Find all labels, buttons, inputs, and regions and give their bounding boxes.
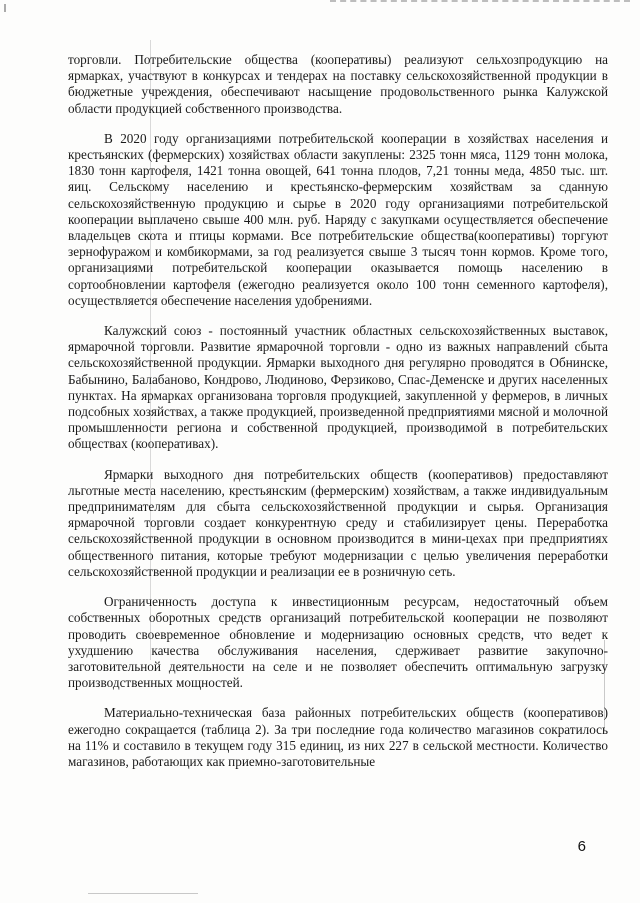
scan-mark [4, 4, 6, 12]
top-dashed-border [330, 0, 630, 2]
paragraph-6: Материально-техническая база районных потребительских обществ (кооперативов) ежегодно сокращается (таблица 2). За три последние года количество магазинов сократилось на 11% и составило в текущем году 315 единиц, из них 227 в сельской местности. Количество магазинов, работающих как приемно-заготовительные [68, 705, 608, 769]
page-number: 6 [577, 838, 586, 855]
paragraph-5: Ограниченность доступа к инвестиционным ресурсам, недостаточный объем собственных оборотных средств организаций потребительской кооперации не позволяют проводить своевременное обновление и модернизацию основных средств, что ведет к ухудшению качества обслуживания населения, сдерживает развитие закупочно-заготовительной деятельности на селе и не позволяет обеспечить оптимальную загрузку производственных мощностей. [68, 594, 608, 691]
paragraph-1: торговли. Потребительские общества (кооперативы) реализуют сельхозпродукцию на ярмарках, участвуют в конкурсах и тендерах на поставку сельскохозяйственной продукции в бюджетные учреждения, обеспечивают насыщение продовольственного рынка Калужской области продукцией собственного производства. [68, 52, 608, 116]
paragraph-3: Калужский союз - постоянный участник областных сельскохозяйственных выставок, ярмарочной торговли. Развитие ярмарочной торговли - одно из важных направлений сбыта сельскохозяйственной продукции. Ярмарки выходного дня регулярно проводятся в Обнинске, Бабынино, Балабаново, Кондрово, Людиново, Ферзиково, Спас-Деменске и других населенных пунктах. На ярмарках организована торговля продукцией, закупленной у фермеров, в личных подсобных хозяйствах, а также продукцией, произведенной предприятиями мясной и молочной промышленности региона и собственной продукцией, производимой в потребительских обществах (кооперативах). [68, 323, 608, 452]
paragraph-2: В 2020 году организациями потребительской кооперации в хозяйствах населения и крестьянских (фермерских) хозяйствах области закуплены: 2325 тонн мяса, 1129 тонн молока, 1830 тонн картофеля, 1421 тонна овощей, 641 тонна плодов, 7,21 тонны меда, 4850 тыс. шт. яиц. Сельскому населению и крестьянско-фермерским хозяйствам за сданную сельскохозяйственную продукцию и сырье в 2020 году организациями потребительской кооперации выплачено свыше 400 млн. руб. Наряду с закупками осуществляется обеспечение владельцев скота и птицы кормами. Все потребительские общества(кооперативы) торгуют зернофуражом и комбикормами, за год реализуется свыше 3 тысяч тонн кормов. Кроме того, организациями потребительской кооперации оказывается помощь населению в сортообновлении картофеля (ежегодно реализуется около 100 тонн семенного картофеля), осуществляется обеспечение населения удобрениями. [68, 130, 608, 308]
document-body [68, 52, 608, 784]
bottom-scan-line [88, 893, 198, 894]
paragraph-4: Ярмарки выходного дня потребительских обществ (кооперативов) предоставляют льготные места населению, крестьянским (фермерским) хозяйствам, а также индивидуальным предпринимателям для сбыта сельскохозяйственной продукции и сырья. Организация ярмарочной торговли создает конкурентную среду и стабилизирует цены. Переработка сельскохозяйственной продукции в основном производится в мини-цехах при предприятиях общественного питания, которые требуют модернизации с целью увеличения переработки сельскохозяйственной продукции и реализации ее в розничную сеть. [68, 466, 608, 579]
